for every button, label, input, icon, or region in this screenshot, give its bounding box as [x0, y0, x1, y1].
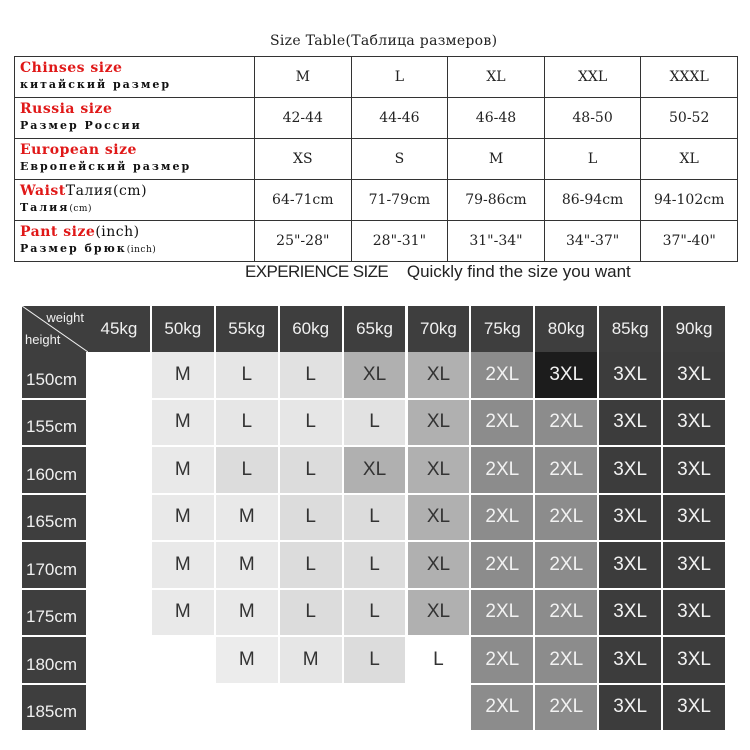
size-cell: 3XL: [599, 542, 661, 588]
size-cell: L: [344, 637, 406, 683]
size-cell: XL: [408, 495, 470, 541]
size-cell: 2XL: [535, 590, 597, 636]
size-cell: 3XL: [663, 590, 725, 636]
size-cell: 3XL: [663, 352, 725, 398]
size-cell: 2XL: [535, 447, 597, 493]
size-cell: 2XL: [471, 352, 533, 398]
size-cell: 3XL: [663, 447, 725, 493]
size-cell: XXXL: [641, 56, 738, 97]
size-cell: S: [351, 138, 448, 179]
size-cell: 2XL: [535, 400, 597, 446]
size-cell: XL: [408, 542, 470, 588]
size-cell: 94-102cm: [641, 179, 738, 220]
row-label-en-rest: (inch): [95, 223, 140, 240]
size-cell: M: [152, 542, 214, 588]
height-header-185cm: 185cm: [22, 685, 86, 731]
size-cell: 3XL: [599, 637, 661, 683]
size-cell: 2XL: [471, 685, 533, 731]
size-cell: [88, 447, 150, 493]
row-label-ru: китайский размер: [20, 78, 172, 91]
row-label-ru-unit: (inch): [126, 244, 157, 255]
row-label-en: Russia size: [20, 101, 113, 117]
size-cell: 2XL: [471, 637, 533, 683]
size-cell: [216, 685, 278, 731]
size-cell: [88, 637, 150, 683]
row-label: [15, 97, 255, 138]
height-header-175cm: 175cm: [22, 590, 86, 636]
size-cell: XL: [408, 400, 470, 446]
size-cell: [88, 400, 150, 446]
size-table-title: Size Table(Таблица размеров): [270, 33, 498, 49]
size-cell: 42-44: [255, 97, 352, 138]
row-label-en-main: Pant size: [20, 223, 96, 240]
size-cell: 2XL: [471, 495, 533, 541]
size-cell: 3XL: [663, 542, 725, 588]
size-cell: L: [280, 400, 342, 446]
row-label-ru-main: Талия: [20, 200, 70, 214]
size-cell: 2XL: [535, 495, 597, 541]
size-cell: L: [408, 637, 470, 683]
size-cell: L: [351, 56, 448, 97]
size-cell: 2XL: [535, 685, 597, 731]
size-cell: 79-86cm: [448, 179, 545, 220]
size-cell: 31"-34": [448, 220, 545, 261]
size-cell: 3XL: [599, 495, 661, 541]
corner-weight-label: weight: [46, 310, 84, 325]
size-cell: L: [280, 542, 342, 588]
size-cell: M: [255, 56, 352, 97]
row-label-ru-main: Размер брюк: [20, 241, 127, 255]
size-cell: 3XL: [599, 590, 661, 636]
size-cell: L: [280, 352, 342, 398]
size-cell: M: [448, 138, 545, 179]
size-cell: 2XL: [535, 637, 597, 683]
size-cell: XL: [408, 352, 470, 398]
experience-subtitle: Quickly find the size you want: [406, 262, 631, 281]
size-cell: 48-50: [544, 97, 641, 138]
size-cell: L: [280, 447, 342, 493]
weight-header-65kg: 65kg: [344, 306, 406, 352]
weight-header-90kg: 90kg: [663, 306, 725, 352]
size-cell: M: [216, 542, 278, 588]
weight-header-80kg: 80kg: [535, 306, 597, 352]
size-cell: [88, 590, 150, 636]
weight-header-55kg: 55kg: [216, 306, 278, 352]
row-label-ru: [20, 241, 254, 258]
height-weight-grid: [22, 306, 727, 732]
size-cell: L: [280, 590, 342, 636]
row-label-en: Chinses size: [20, 60, 123, 76]
row-label-en: European size: [20, 142, 137, 158]
size-cell: L: [344, 495, 406, 541]
size-cell: M: [152, 590, 214, 636]
weight-header-70kg: 70kg: [408, 306, 470, 352]
size-cell: [88, 685, 150, 731]
weight-header-60kg: 60kg: [280, 306, 342, 352]
row-label: [15, 138, 255, 179]
size-cell: [152, 685, 214, 731]
size-cell: 2XL: [471, 447, 533, 493]
row-label-en: [20, 183, 254, 200]
size-cell: XL: [641, 138, 738, 179]
row-label-en-main: Waist: [20, 182, 66, 199]
size-cell: [344, 685, 406, 731]
row-label-ru: [20, 200, 254, 217]
height-header-160cm: 160cm: [22, 447, 86, 493]
size-cell: XL: [408, 447, 470, 493]
size-cell: L: [344, 542, 406, 588]
size-cell: L: [344, 590, 406, 636]
row-label-en-rest: Талия(cm): [65, 182, 148, 199]
size-cell: 25"-28": [255, 220, 352, 261]
size-cell: 34"-37": [544, 220, 641, 261]
size-cell: 71-79cm: [351, 179, 448, 220]
grid-corner-header: [22, 306, 88, 352]
height-header-170cm: 170cm: [22, 542, 86, 588]
weight-header-50kg: 50kg: [152, 306, 214, 352]
size-cell: XL: [344, 352, 406, 398]
size-cell: 50-52: [641, 97, 738, 138]
size-cell: 3XL: [663, 400, 725, 446]
size-cell: 37"-40": [641, 220, 738, 261]
size-cell: L: [216, 352, 278, 398]
weight-header-75kg: 75kg: [471, 306, 533, 352]
size-cell: L: [544, 138, 641, 179]
size-cell: 3XL: [663, 495, 725, 541]
size-table-title-row: [15, 32, 738, 56]
size-row-waist: [15, 179, 738, 220]
size-cell: XXL: [544, 56, 641, 97]
row-label: [15, 56, 255, 97]
size-cell: 28"-31": [351, 220, 448, 261]
size-cell: L: [216, 400, 278, 446]
size-cell: M: [152, 447, 214, 493]
size-cell: 3XL: [663, 685, 725, 731]
corner-height-label: height: [25, 332, 61, 347]
size-row-european: [15, 138, 738, 179]
size-cell: XL: [448, 56, 545, 97]
size-cell: L: [344, 400, 406, 446]
row-label-ru: Европейский размер: [20, 160, 192, 173]
size-cell: [152, 637, 214, 683]
size-cell: 2XL: [471, 400, 533, 446]
size-cell: M: [216, 495, 278, 541]
size-cell: 64-71cm: [255, 179, 352, 220]
size-cell: 44-46: [351, 97, 448, 138]
row-label-en: [20, 224, 254, 241]
size-cell: M: [152, 352, 214, 398]
size-cell: [88, 352, 150, 398]
size-cell: [88, 542, 150, 588]
size-cell: 3XL: [599, 400, 661, 446]
size-cell: XS: [255, 138, 352, 179]
experience-title: EXPERIENCE SIZE: [245, 262, 389, 281]
size-cell: 46-48: [448, 97, 545, 138]
size-cell: [88, 495, 150, 541]
height-header-155cm: 155cm: [22, 400, 86, 446]
experience-heading: [245, 262, 631, 282]
row-label: [15, 220, 255, 261]
size-cell: M: [216, 590, 278, 636]
size-cell: 86-94cm: [544, 179, 641, 220]
size-cell: 2XL: [471, 590, 533, 636]
size-cell: 3XL: [599, 352, 661, 398]
size-cell: 3XL: [599, 447, 661, 493]
size-table: [14, 32, 738, 262]
row-label-ru-unit: (cm): [69, 203, 92, 214]
size-cell: 3XL: [599, 685, 661, 731]
weight-header-45kg: 45kg: [88, 306, 150, 352]
size-cell: L: [216, 447, 278, 493]
size-row-chinese: [15, 56, 738, 97]
size-cell: M: [152, 495, 214, 541]
height-header-180cm: 180cm: [22, 637, 86, 683]
size-cell: [280, 685, 342, 731]
height-header-165cm: 165cm: [22, 495, 86, 541]
size-cell: 3XL: [663, 637, 725, 683]
size-cell: L: [280, 495, 342, 541]
size-cell: M: [216, 637, 278, 683]
size-cell: [408, 685, 470, 731]
size-cell: 3XL: [535, 352, 597, 398]
size-cell: XL: [408, 590, 470, 636]
weight-header-85kg: 85kg: [599, 306, 661, 352]
size-cell: M: [152, 400, 214, 446]
size-row-russia: [15, 97, 738, 138]
size-cell: M: [280, 637, 342, 683]
size-row-pant: [15, 220, 738, 261]
size-cell: XL: [344, 447, 406, 493]
height-header-150cm: 150cm: [22, 352, 86, 398]
row-label: [15, 179, 255, 220]
row-label-ru: Размер России: [20, 119, 142, 132]
size-cell: 2XL: [535, 542, 597, 588]
size-cell: 2XL: [471, 542, 533, 588]
